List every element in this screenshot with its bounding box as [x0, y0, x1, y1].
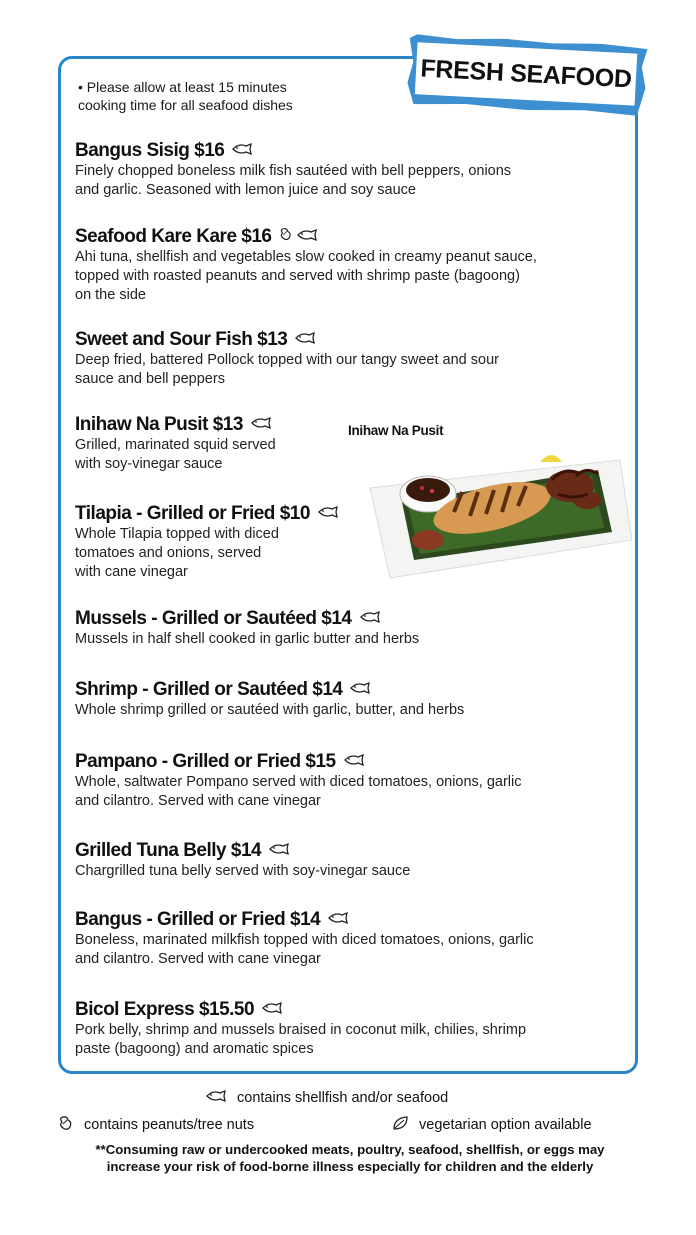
legend-seafood: [205, 1089, 448, 1107]
menu-item-title: [75, 751, 522, 773]
note-line-2: cooking time for all seafood dishes: [78, 97, 293, 113]
menu-item-description: [75, 931, 534, 969]
legend-vegetarian-label: vegetarian option available: [419, 1117, 592, 1133]
menu-item-title: [75, 414, 276, 436]
menu-item-name-price: Grilled Tuna Belly $14: [75, 840, 262, 861]
menu-item-name-price: Shrimp - Grilled or Sautéed $14: [75, 679, 343, 700]
menu-item: [75, 999, 526, 1059]
menu-item-title: [75, 329, 499, 351]
legend-seafood-label: contains shellfish and/or seafood: [237, 1090, 449, 1106]
seafood-icon: [349, 679, 371, 701]
description-line: Whole, saltwater Pompano served with diced tomatoes, onions, garlic: [75, 774, 522, 790]
squid-dish-photo: [362, 440, 634, 580]
menu-item: [75, 608, 419, 649]
description-line: paste (bagoong) and aromatic spices: [75, 1041, 314, 1057]
menu-item-description: [75, 1021, 526, 1059]
description-line: and garlic. Seasoned with lemon juice and soy sauce: [75, 182, 416, 198]
peanut-icon: [58, 1115, 74, 1135]
menu-item-name-price: Inihaw Na Pusit $13: [75, 414, 243, 435]
peanut-icon: [279, 226, 293, 248]
description-line: topped with roasted peanuts and served with shrimp paste (bagoong): [75, 268, 520, 284]
leaf-icon: [392, 1115, 409, 1135]
menu-item-description: [75, 862, 410, 881]
menu-item: [75, 751, 522, 811]
cooking-time-note: [78, 78, 293, 114]
seafood-icon: [343, 751, 365, 773]
disclaimer-line-1: **Consuming raw or undercooked meats, poultry, seafood, shellfish, or eggs may: [95, 1142, 605, 1157]
section-banner: [406, 34, 647, 116]
description-line: with soy-vinegar sauce: [75, 456, 223, 472]
menu-item: [75, 503, 339, 582]
note-line-1: • Please allow at least 15 minutes: [78, 79, 287, 95]
menu-item-description: [75, 248, 537, 305]
menu-item-description: [75, 630, 419, 649]
menu-item-name-price: Seafood Kare Kare $16: [75, 226, 272, 247]
description-line: Pork belly, shrimp and mussels braised in coconut milk, chilies, shrimp: [75, 1022, 527, 1038]
menu-item: [75, 226, 537, 305]
menu-item-title: [75, 840, 410, 862]
menu-item-title: [75, 909, 534, 931]
menu-item-description: [75, 162, 511, 200]
menu-item: [75, 909, 534, 969]
seafood-icon: [231, 140, 253, 162]
legend-peanuts: [58, 1115, 254, 1135]
menu-item-description: [75, 525, 339, 582]
menu-item-title: [75, 226, 537, 248]
menu-item-title: [75, 140, 511, 162]
description-line: Boneless, marinated milkfish topped with diced tomatoes, onions, garlic: [75, 932, 534, 948]
menu-item-title: [75, 503, 339, 525]
menu-item-name-price: Pampano - Grilled or Fried $15: [75, 751, 336, 772]
disclaimer-line-2: increase your risk of food-borne illness especially for children and the elderly: [106, 1159, 594, 1174]
menu-item-name-price: Sweet and Sour Fish $13: [75, 329, 288, 350]
photo-caption: Inihaw Na Pusit: [348, 423, 444, 438]
section-title: FRESH SEAFOOD: [415, 42, 637, 105]
seafood-icon: [250, 414, 272, 436]
seafood-icon: [294, 329, 316, 351]
description-line: Whole Tilapia topped with diced: [75, 526, 279, 542]
description-line: on the side: [75, 287, 146, 303]
description-line: and cilantro. Served with cane vinegar: [75, 793, 321, 809]
menu-item-name-price: Bangus - Grilled or Fried $14: [75, 909, 321, 930]
seafood-icon: [317, 503, 339, 525]
menu-item-title: [75, 608, 419, 630]
food-safety-disclaimer: [60, 1141, 640, 1175]
seafood-icon: [261, 999, 283, 1021]
legend-vegetarian: [392, 1115, 592, 1135]
description-line: and cilantro. Served with cane vinegar: [75, 951, 321, 967]
menu-item: [75, 679, 464, 720]
menu-item-name-price: Bangus Sisig $16: [75, 140, 225, 161]
description-line: with cane vinegar: [75, 564, 188, 580]
menu-item-name-price: Mussels - Grilled or Sautéed $14: [75, 608, 352, 629]
menu-item-title: [75, 999, 526, 1021]
menu-item-description: [75, 436, 276, 474]
description-line: Whole shrimp grilled or sautéed with garlic, butter, and herbs: [75, 702, 465, 718]
seafood-icon: [327, 909, 349, 931]
menu-item-description: [75, 773, 522, 811]
description-line: Finely chopped boneless milk fish sautéed with bell peppers, onions: [75, 163, 512, 179]
seafood-icon: [359, 608, 381, 630]
description-line: Mussels in half shell cooked in garlic butter and herbs: [75, 631, 420, 647]
menu-item-title: [75, 679, 464, 701]
menu-item-name-price: Bicol Express $15.50: [75, 999, 255, 1020]
menu-item: [75, 329, 499, 389]
legend-peanuts-label: contains peanuts/tree nuts: [84, 1117, 255, 1133]
menu-item: [75, 140, 511, 200]
menu-item-description: [75, 351, 499, 389]
menu-item-description: [75, 701, 464, 720]
seafood-icon: [205, 1089, 227, 1107]
seafood-icon: [296, 226, 318, 248]
description-line: sauce and bell peppers: [75, 371, 225, 387]
menu-item: [75, 840, 410, 881]
description-line: Deep fried, battered Pollock topped with our tangy sweet and sour: [75, 352, 499, 368]
menu-item: [75, 414, 276, 474]
description-line: Ahi tuna, shellfish and vegetables slow cooked in creamy peanut sauce,: [75, 249, 537, 265]
menu-item-name-price: Tilapia - Grilled or Fried $10: [75, 503, 310, 524]
description-line: Chargrilled tuna belly served with soy-vinegar sauce: [75, 863, 411, 879]
description-line: Grilled, marinated squid served: [75, 437, 276, 453]
seafood-icon: [268, 840, 290, 862]
description-line: tomatoes and onions, served: [75, 545, 262, 561]
